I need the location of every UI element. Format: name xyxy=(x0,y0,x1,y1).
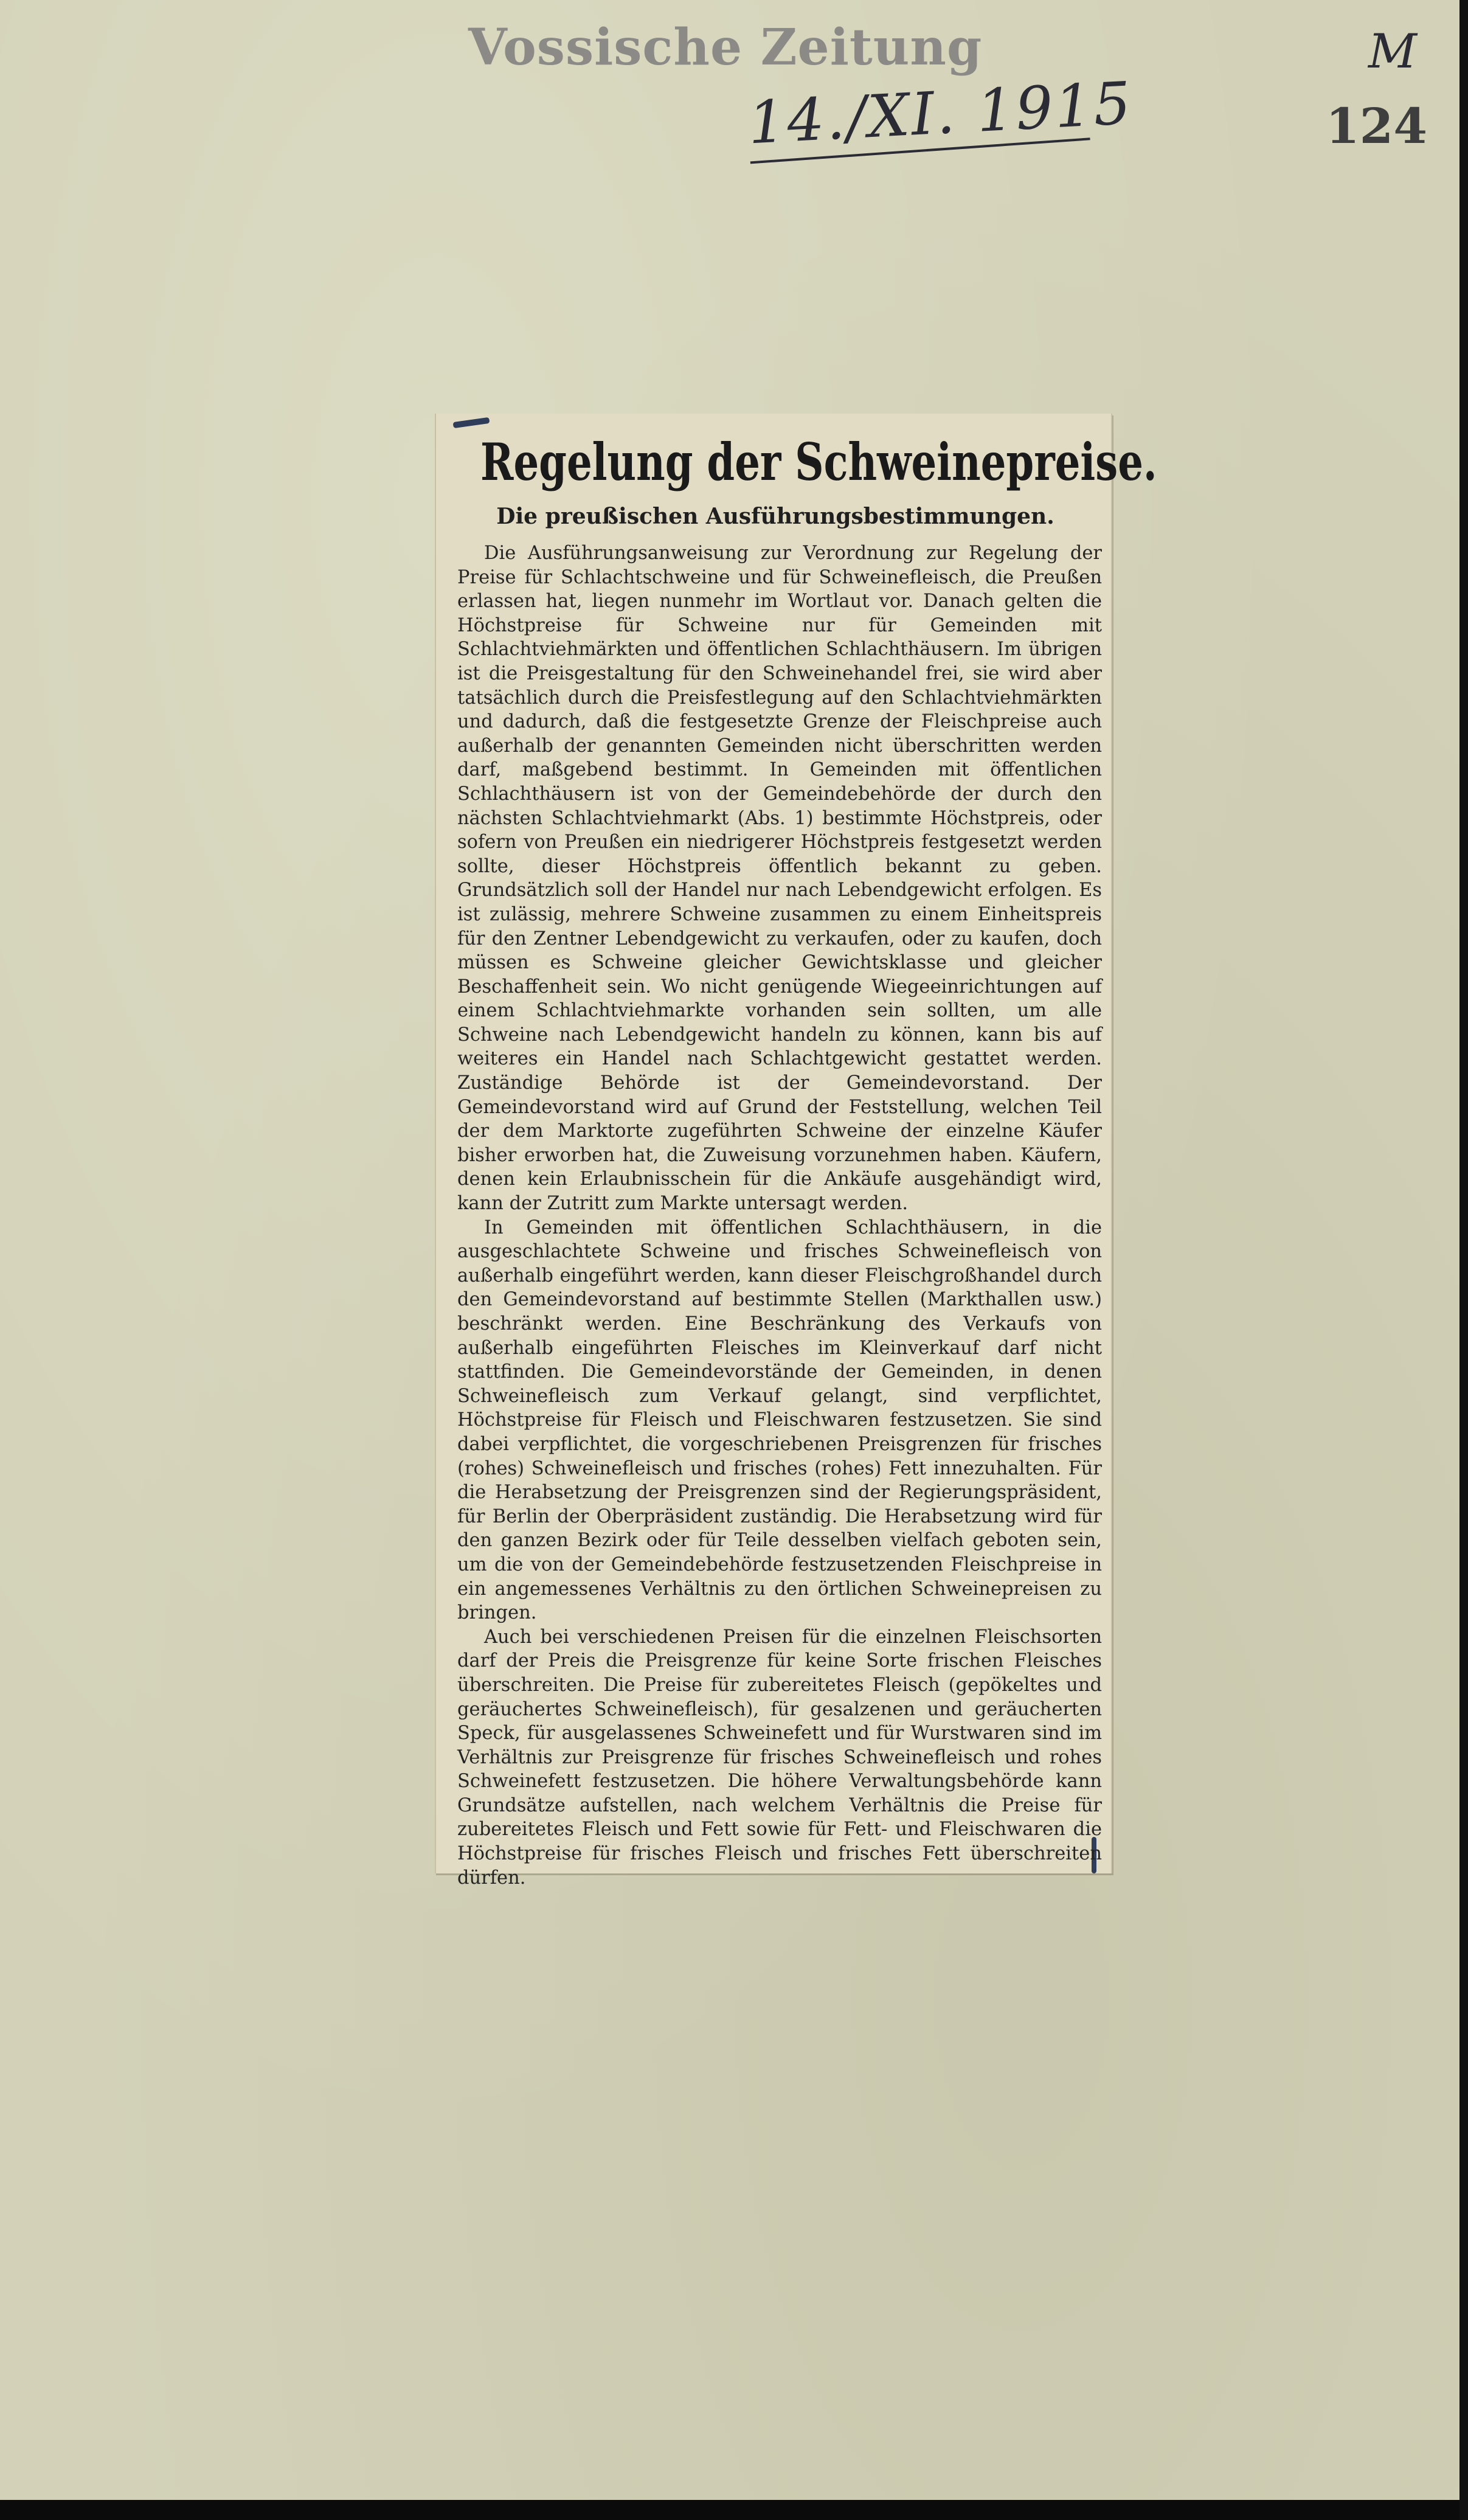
article-subtitle: Die preußischen Ausführungsbestimmungen. xyxy=(496,504,1054,529)
article-body xyxy=(457,541,1102,1890)
handwritten-date-text: 14./XI. 1915 xyxy=(746,69,1135,158)
article-paragraph: Die Ausführungsanweisung zur Verordnung zur Regelung der Preise für Schlachtschweine und für Schweinefleisch, die Preußen erlassen hat, liegen nunmehr im Wortlaut vor. Danach gelten die Höchstpreise für Schweine nur für Gemeinden mit Schlachtviehmärkten und öffentlichen Schlachthäusern. Im übrigen ist die Preisgestaltung für den Schweinehandel frei, sie wird aber tatsächlich durch die Preisfestlegung auf den Schlachtviehmärkten und dadurch, daß die festgesetzte Grenze der Fleischpreise auch außerhalb der genannten Gemeinden nicht überschritten werden darf, maßgebend bestimmt. In Gemeinden mit öffentlichen Schlachthäusern ist von der Gemeindebehörde der durch den nächsten Schlachtviehmarkt (Abs. 1) bestimmte Höchstpreis, oder sofern von Preußen ein niedrigerer Höchstpreis festgesetzt werden sollte, dieser Höchstpreis öffentlich bekannt zu geben. Grundsätzlich soll der Handel nur nach Lebendgewicht erfolgen. Es ist zulässig, mehrere Schweine zusammen zu einem Einheitspreis für den Zentner Lebendgewicht zu verkaufen, oder zu kaufen, doch müssen es Schweine gleicher Gewichtsklasse und gleicher Beschaffenheit sein. Wo nicht genügende Wiegeeinrichtungen auf einem Schlachtviehmarkte vorhanden sein sollten, um alle Schweine nach Lebendgewicht handeln zu können, kann bis auf weiteres ein Handel nach Schlachtgewicht gestattet werden. Zuständige Behörde ist der Gemeindevorstand. Der Gemeindevorstand wird auf Grund der Feststellung, welchen Teil der dem Marktorte zugeführten Schweine der einzelne Käufer bisher erworben hat, die Zuweisung vorzunehmen haben. Käufern, denen kein Erlaubnisschein für die Ankäufe ausgehändigt wird, kann der Zutritt zum Markte untersagt werden. xyxy=(457,543,1102,1215)
article-paragraph: Auch bei verschiedenen Preisen für die einzelnen Fleischsorten darf der Preis die Preisgrenze für keine Sorte frischen Fleisches überschreiten. Die Preise für zubereitetes Fleisch (gepökeltes und geräuchertes Schweinefleisch), für gesalzenen und geräucherten Speck, für ausgelassenes Schweinefett und für Wurstwaren sind im Verhältnis zur Preisgrenze für frisches Schweinefleisch und rohes Schweinefett festzusetzen. Die höhere Verwaltungsbehörde kann Grundsätze aufstellen, nach welchem Verhältnis die Preise für zubereitetes Fleisch und Fett sowie für Fett- und Fleischwaren die Höchstpreise für frisches Fleisch und frisches Fett überschreiten dürfen. xyxy=(457,1626,1102,1889)
handwritten-initial: M xyxy=(1368,24,1417,79)
scan-border xyxy=(1459,0,1468,2520)
article-paragraph: In Gemeinden mit öffentlichen Schlachthäusern, in die ausgeschlachtete Schweine und frisches Schweinefleisch von außerhalb eingeführt werden, kann dieser Fleischgroßhandel durch den Gemeindevorstand auf bestimmte Stellen (Markthallen usw.) beschränkt werden. Eine Beschränkung des Verkaufs von außerhalb eingeführten Fleisches im Kleinverkauf darf nicht stattfinden. Die Gemeindevorstände der Gemeinden, in denen Schweinefleisch zum Verkauf gelangt, sind verpflichtet, Höchstpreise für Fleisch und Fleischwaren festzusetzen. Sie sind dabei verpflichtet, die vorgeschriebenen Preisgrenzen für frisches (rohes) Schweinefleisch und frisches (rohes) Fett innezuhalten. Für die Herabsetzung der Preisgrenzen sind der Regierungspräsident, für Berlin der Oberpräsident zuständig. Die Herabsetzung wird für den ganzen Bezirk oder für Teile desselben vielfach geboten sein, um die von der Gemeindebehörde festzusetzenden Fleischpreise in ein angemessenes Verhältnis zu den örtlichen Schweinepreisen zu bringen. xyxy=(457,1217,1102,1624)
newspaper-stamp: Vossische Zeitung xyxy=(468,18,983,77)
handwritten-date xyxy=(747,69,1135,158)
article-headline: Regelung der Schweinepreise. xyxy=(480,432,1157,492)
page-number: 124 xyxy=(1326,97,1427,154)
